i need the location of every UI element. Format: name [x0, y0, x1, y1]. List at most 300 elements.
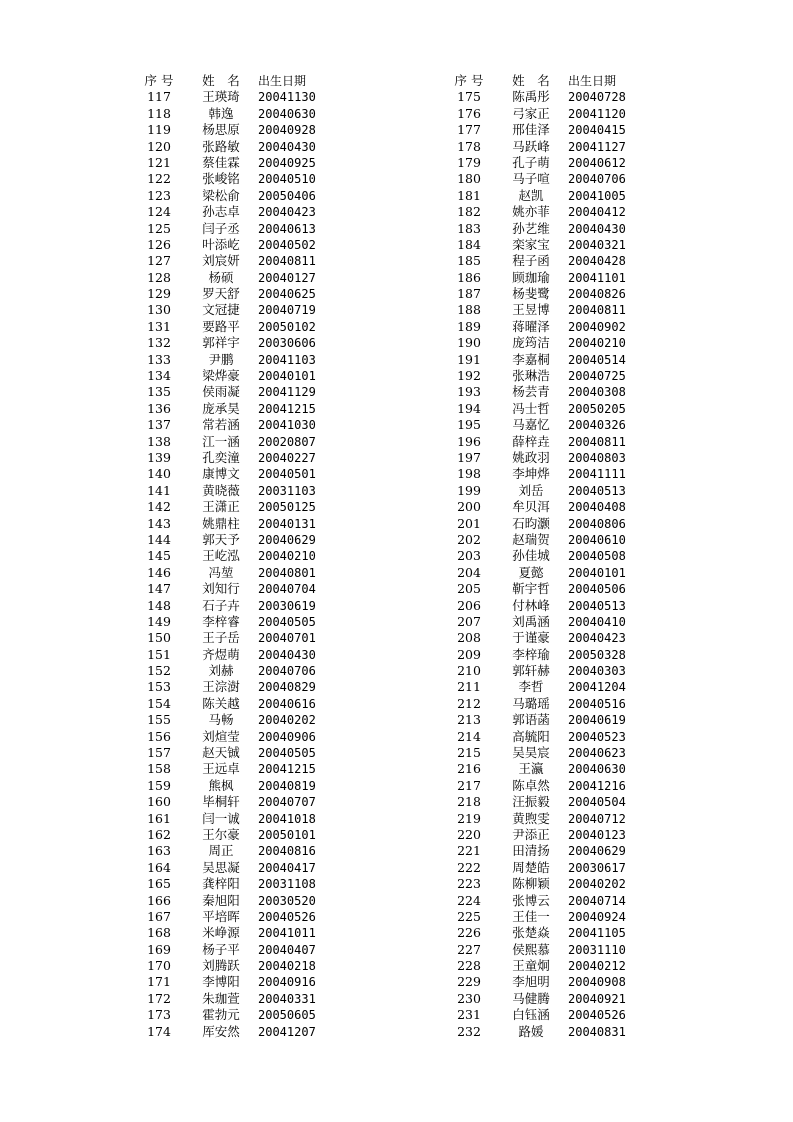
serial-number-cell: 190: [457, 335, 481, 351]
serial-number-cell: 218: [457, 794, 481, 810]
table-row: [438, 614, 738, 630]
name-cell: 王昱博: [512, 302, 550, 318]
serial-number-cell: 169: [147, 941, 171, 957]
birth-date-cell: 20040613: [258, 221, 316, 236]
table-row: [128, 221, 428, 237]
birth-date-cell: 20040412: [568, 205, 626, 220]
birth-date-cell: 20040921: [568, 991, 626, 1006]
serial-number-cell: 138: [147, 433, 171, 449]
serial-number-cell: 230: [457, 990, 481, 1006]
table-row: [128, 516, 428, 532]
table-row: [128, 794, 428, 810]
table-row: [128, 401, 428, 417]
name-cell: 李梓睿: [202, 613, 240, 629]
table-row: [128, 532, 428, 548]
table-row: [438, 302, 738, 318]
name-cell: 蔡佳霖: [202, 154, 240, 170]
birth-date-cell: 20040430: [258, 647, 316, 662]
name-cell: 王瑛琦: [202, 89, 240, 105]
serial-number-cell: 162: [147, 826, 171, 842]
table-row: [438, 729, 738, 745]
table-row: [438, 712, 738, 728]
serial-number-cell: 133: [147, 351, 171, 367]
birth-date-cell: 20041030: [258, 418, 316, 433]
name-cell: 熊枫: [208, 777, 234, 793]
table-row: [128, 876, 428, 892]
birth-date-cell: 20041207: [258, 1024, 316, 1039]
table-row: [128, 712, 428, 728]
table-row: [128, 679, 428, 695]
serial-number-cell: 215: [457, 745, 481, 761]
table-row: [438, 286, 738, 302]
birth-date-cell: 20030617: [568, 860, 626, 875]
name-cell: 闫一诚: [202, 810, 240, 826]
birth-date-cell: 20040819: [258, 778, 316, 793]
name-cell: 周楚皓: [512, 859, 550, 875]
serial-number-cell: 186: [457, 269, 481, 285]
serial-number-cell: 129: [147, 286, 171, 302]
table-row: [438, 811, 738, 827]
table-row: [438, 1007, 738, 1023]
serial-number-cell: 158: [147, 761, 171, 777]
name-cell: 平培晖: [202, 908, 240, 924]
table-row: [128, 745, 428, 761]
birth-date-cell: 20031103: [258, 483, 316, 498]
serial-number-cell: 132: [147, 335, 171, 351]
name-cell: 石昀灏: [512, 515, 550, 531]
table-row: [438, 663, 738, 679]
birth-date-cell: 20040728: [568, 90, 626, 105]
table-row: [128, 761, 428, 777]
table-row: [128, 663, 428, 679]
table-row: [128, 89, 428, 105]
birth-date-cell: 20041120: [568, 106, 626, 121]
birth-date-cell: 20040508: [568, 549, 626, 564]
birth-date-cell: 20040506: [568, 582, 626, 597]
birth-date-cell: 20041105: [568, 926, 626, 941]
birth-date-cell: 20050125: [258, 500, 316, 515]
birth-date-cell: 20040811: [568, 303, 626, 318]
birth-date-cell: 20040408: [568, 500, 626, 515]
header-serial-number: 序 号: [144, 73, 174, 88]
serial-number-cell: 149: [147, 613, 171, 629]
name-cell: 闫子丞: [202, 220, 240, 236]
header-birth-date: 出生日期: [568, 74, 617, 88]
table-row: [438, 319, 738, 335]
name-cell: 石子卉: [202, 597, 240, 613]
name-cell: 韩逸: [208, 105, 234, 121]
table-row: [128, 466, 428, 482]
serial-number-cell: 187: [457, 286, 481, 302]
birth-date-cell: 20031108: [258, 877, 316, 892]
table-row: [438, 237, 738, 253]
name-cell: 郭轩赫: [512, 663, 550, 679]
serial-number-cell: 137: [147, 417, 171, 433]
table-row: [438, 171, 738, 187]
serial-number-cell: 184: [457, 236, 481, 252]
name-cell: 侯雨凝: [202, 384, 240, 400]
serial-number-cell: 122: [147, 171, 171, 187]
birth-date-cell: 20040502: [258, 237, 316, 252]
birth-date-cell: 20050406: [258, 188, 316, 203]
serial-number-cell: 178: [457, 138, 481, 154]
table-row: [438, 925, 738, 941]
birth-date-cell: 20040504: [568, 795, 626, 810]
serial-number-cell: 203: [457, 548, 481, 564]
name-cell: 陈柳颖: [512, 876, 550, 892]
serial-number-cell: 177: [457, 122, 481, 138]
name-cell: 米峥源: [202, 925, 240, 941]
table-row: [128, 352, 428, 368]
birth-date-cell: 20040712: [568, 811, 626, 826]
name-cell: 杨斐鹭: [512, 286, 550, 302]
birth-date-cell: 20040908: [568, 975, 626, 990]
birth-date-cell: 20040505: [258, 746, 316, 761]
birth-date-cell: 20040811: [568, 434, 626, 449]
table-row: [128, 581, 428, 597]
table-row: [438, 335, 738, 351]
birth-date-cell: 20040806: [568, 516, 626, 531]
name-cell: 陈禹彤: [512, 89, 550, 105]
serial-number-cell: 174: [147, 1023, 171, 1039]
name-cell: 侯熙慕: [512, 941, 550, 957]
name-cell: 郭祥宇: [202, 335, 240, 351]
table-row: [128, 270, 428, 286]
birth-date-cell: 20040630: [258, 106, 316, 121]
table-row: [438, 630, 738, 646]
birth-date-cell: 20040407: [258, 942, 316, 957]
name-cell: 姚亦菲: [512, 204, 550, 220]
birth-date-cell: 20040829: [258, 680, 316, 695]
serial-number-cell: 154: [147, 695, 171, 711]
table-row: [128, 630, 428, 646]
serial-number-cell: 220: [457, 826, 481, 842]
name-cell: 张楚焱: [512, 925, 550, 941]
header-row: [128, 73, 428, 89]
serial-number-cell: 226: [457, 925, 481, 941]
serial-number-cell: 172: [147, 990, 171, 1006]
name-cell: 要路平: [202, 318, 240, 334]
serial-number-cell: 147: [147, 581, 171, 597]
table-row: [438, 384, 738, 400]
name-cell: 于谨豪: [512, 630, 550, 646]
table-row: [438, 696, 738, 712]
serial-number-cell: 141: [147, 482, 171, 498]
table-row: [438, 466, 738, 482]
serial-number-cell: 212: [457, 695, 481, 711]
birth-date-cell: 20040505: [258, 614, 316, 629]
name-cell: 张路敏: [202, 138, 240, 154]
table-row: [128, 384, 428, 400]
birth-date-cell: 20040704: [258, 582, 316, 597]
serial-number-cell: 155: [147, 712, 171, 728]
name-cell: 夏懿: [518, 564, 544, 580]
birth-date-cell: 20040303: [568, 664, 626, 679]
name-cell: 孙志卓: [202, 204, 240, 220]
birth-date-cell: 20031110: [568, 942, 626, 957]
serial-number-cell: 163: [147, 843, 171, 859]
birth-date-cell: 20040623: [568, 746, 626, 761]
serial-number-cell: 142: [147, 499, 171, 515]
serial-number-cell: 123: [147, 187, 171, 203]
name-cell: 邢佳泽: [512, 122, 550, 138]
birth-date-cell: 20040706: [258, 664, 316, 679]
name-cell: 康博文: [202, 466, 240, 482]
serial-number-cell: 183: [457, 220, 481, 236]
serial-number-cell: 164: [147, 859, 171, 875]
table-row: [128, 860, 428, 876]
serial-number-cell: 199: [457, 482, 481, 498]
name-cell: 孙艺维: [512, 220, 550, 236]
name-cell: 马璐瑶: [512, 695, 550, 711]
name-cell: 赵凯: [518, 187, 544, 203]
birth-date-cell: 20040131: [258, 516, 316, 531]
serial-number-cell: 232: [457, 1023, 481, 1039]
table-row: [438, 499, 738, 515]
name-cell: 厍安然: [202, 1023, 240, 1039]
table-row: [438, 89, 738, 105]
serial-number-cell: 231: [457, 1007, 481, 1023]
serial-number-cell: 167: [147, 908, 171, 924]
name-cell: 张琳浩: [512, 368, 550, 384]
name-cell: 郭语菡: [512, 712, 550, 728]
table-row: [128, 909, 428, 925]
birth-date-cell: 20040430: [258, 139, 316, 154]
name-cell: 王淙澍: [202, 679, 240, 695]
birth-date-cell: 20040625: [258, 287, 316, 302]
birth-date-cell: 20040831: [568, 1024, 626, 1039]
table-row: [128, 843, 428, 859]
birth-date-cell: 20040127: [258, 270, 316, 285]
table-row: [128, 253, 428, 269]
serial-number-cell: 191: [457, 351, 481, 367]
serial-number-cell: 117: [147, 89, 171, 105]
birth-date-cell: 20040906: [258, 729, 316, 744]
serial-number-cell: 217: [457, 777, 481, 793]
birth-date-cell: 20040202: [258, 713, 316, 728]
serial-number-cell: 222: [457, 859, 481, 875]
name-cell: 李哲: [518, 679, 544, 695]
serial-number-cell: 196: [457, 433, 481, 449]
table-row: [438, 434, 738, 450]
name-cell: 梁松俞: [202, 187, 240, 203]
serial-number-cell: 150: [147, 630, 171, 646]
name-cell: 汪振毅: [512, 794, 550, 810]
table-row: [128, 548, 428, 564]
name-cell: 李坤烨: [512, 466, 550, 482]
header-name: 姓 名: [512, 73, 550, 88]
birth-date-cell: 20040826: [568, 287, 626, 302]
serial-number-cell: 166: [147, 892, 171, 908]
birth-date-cell: 20040415: [568, 123, 626, 138]
serial-number-cell: 131: [147, 318, 171, 334]
table-row: [128, 811, 428, 827]
table-row: [438, 958, 738, 974]
table-row: [438, 565, 738, 581]
serial-number-cell: 210: [457, 663, 481, 679]
table-row: [128, 893, 428, 909]
serial-number-cell: 118: [147, 105, 171, 121]
table-row: [438, 991, 738, 1007]
serial-number-cell: 156: [147, 728, 171, 744]
table-row: [128, 598, 428, 614]
table-row: [128, 647, 428, 663]
serial-number-cell: 180: [457, 171, 481, 187]
birth-date-cell: 20050102: [258, 319, 316, 334]
birth-date-cell: 20020807: [258, 434, 316, 449]
table-row: [438, 647, 738, 663]
name-cell: 常若涵: [202, 417, 240, 433]
table-row: [128, 237, 428, 253]
serial-number-cell: 165: [147, 876, 171, 892]
table-row: [438, 761, 738, 777]
birth-date-cell: 20040212: [568, 959, 626, 974]
birth-date-cell: 20040210: [258, 549, 316, 564]
birth-date-cell: 20030520: [258, 893, 316, 908]
birth-date-cell: 20041215: [258, 762, 316, 777]
birth-date-cell: 20040326: [568, 418, 626, 433]
birth-date-cell: 20040308: [568, 385, 626, 400]
birth-date-cell: 20041127: [568, 139, 626, 154]
serial-number-cell: 170: [147, 958, 171, 974]
header-serial-number: 序 号: [454, 73, 484, 88]
birth-date-cell: 20040916: [258, 975, 316, 990]
name-cell: 王瀛: [518, 761, 544, 777]
serial-number-cell: 209: [457, 646, 481, 662]
serial-number-cell: 200: [457, 499, 481, 515]
name-cell: 刘禹涵: [512, 613, 550, 629]
name-cell: 郭天予: [202, 531, 240, 547]
table-row: [438, 909, 738, 925]
serial-number-cell: 176: [457, 105, 481, 121]
serial-number-cell: 219: [457, 810, 481, 826]
table-row: [438, 155, 738, 171]
table-row: [128, 778, 428, 794]
table-row: [128, 335, 428, 351]
table-row: [438, 974, 738, 990]
serial-number-cell: 124: [147, 204, 171, 220]
name-cell: 吴思凝: [202, 859, 240, 875]
name-cell: 刘赫: [208, 663, 234, 679]
table-row: [128, 1024, 428, 1040]
birth-date-cell: 20040513: [568, 483, 626, 498]
name-cell: 王尔豪: [202, 826, 240, 842]
name-cell: 刘煊莹: [202, 728, 240, 744]
name-cell: 杨芸青: [512, 384, 550, 400]
birth-date-cell: 20040430: [568, 221, 626, 236]
serial-number-cell: 201: [457, 515, 481, 531]
table-row: [438, 401, 738, 417]
name-cell: 杨思原: [202, 122, 240, 138]
serial-number-cell: 225: [457, 908, 481, 924]
serial-number-cell: 216: [457, 761, 481, 777]
table-row: [128, 417, 428, 433]
name-cell: 孔子萌: [512, 154, 550, 170]
serial-number-cell: 227: [457, 941, 481, 957]
serial-number-cell: 146: [147, 564, 171, 580]
serial-number-cell: 143: [147, 515, 171, 531]
name-cell: 程子函: [512, 253, 550, 269]
birth-date-cell: 20041005: [568, 188, 626, 203]
table-row: [128, 942, 428, 958]
birth-date-cell: 20040227: [258, 450, 316, 465]
name-cell: 王远卓: [202, 761, 240, 777]
name-cell: 黄晓薇: [202, 482, 240, 498]
name-cell: 冯士哲: [512, 400, 550, 416]
birth-date-cell: 20041215: [258, 401, 316, 416]
serial-number-cell: 120: [147, 138, 171, 154]
name-cell: 栾家宝: [512, 236, 550, 252]
birth-date-cell: 20040816: [258, 844, 316, 859]
serial-number-cell: 189: [457, 318, 481, 334]
name-cell: 文冠捷: [202, 302, 240, 318]
name-cell: 王佳一: [512, 908, 550, 924]
name-cell: 王子岳: [202, 630, 240, 646]
birth-date-cell: 20040629: [258, 532, 316, 547]
name-cell: 付林峰: [512, 597, 550, 613]
table-row: [438, 581, 738, 597]
table-row: [438, 450, 738, 466]
name-cell: 李旭明: [512, 974, 550, 990]
name-cell: 刘腾跃: [202, 958, 240, 974]
table-row: [438, 843, 738, 859]
birth-date-cell: 20040501: [258, 467, 316, 482]
birth-date-cell: 20040123: [568, 827, 626, 842]
table-row: [128, 204, 428, 220]
serial-number-cell: 181: [457, 187, 481, 203]
birth-date-cell: 20041011: [258, 926, 316, 941]
name-cell: 陈关越: [202, 695, 240, 711]
serial-number-cell: 130: [147, 302, 171, 318]
serial-number-cell: 224: [457, 892, 481, 908]
serial-number-cell: 159: [147, 777, 171, 793]
birth-date-cell: 20041130: [258, 90, 316, 105]
name-cell: 刘知行: [202, 581, 240, 597]
name-cell: 尹鹏: [208, 351, 234, 367]
table-row: [128, 171, 428, 187]
table-row: [438, 679, 738, 695]
serial-number-cell: 148: [147, 597, 171, 613]
serial-number-cell: 171: [147, 974, 171, 990]
table-row: [128, 434, 428, 450]
serial-number-cell: 206: [457, 597, 481, 613]
table-row: [128, 991, 428, 1007]
name-cell: 李梓瑜: [512, 646, 550, 662]
table-row: [128, 122, 428, 138]
table-row: [128, 827, 428, 843]
birth-date-cell: 20041129: [258, 385, 316, 400]
table-row: [438, 516, 738, 532]
birth-date-cell: 20041018: [258, 811, 316, 826]
name-cell: 弓家正: [512, 105, 550, 121]
header-row: [438, 73, 738, 89]
birth-date-cell: 20040417: [258, 860, 316, 875]
serial-number-cell: 195: [457, 417, 481, 433]
serial-number-cell: 188: [457, 302, 481, 318]
serial-number-cell: 160: [147, 794, 171, 810]
serial-number-cell: 136: [147, 400, 171, 416]
name-cell: 陈卓然: [512, 777, 550, 793]
table-row: [438, 827, 738, 843]
header-name: 姓 名: [202, 73, 240, 88]
name-cell: 黄煦雯: [512, 810, 550, 826]
table-row: [128, 139, 428, 155]
serial-number-cell: 204: [457, 564, 481, 580]
name-cell: 霍勃元: [202, 1007, 240, 1023]
serial-number-cell: 128: [147, 269, 171, 285]
birth-date-cell: 20040811: [258, 254, 316, 269]
serial-number-cell: 152: [147, 663, 171, 679]
